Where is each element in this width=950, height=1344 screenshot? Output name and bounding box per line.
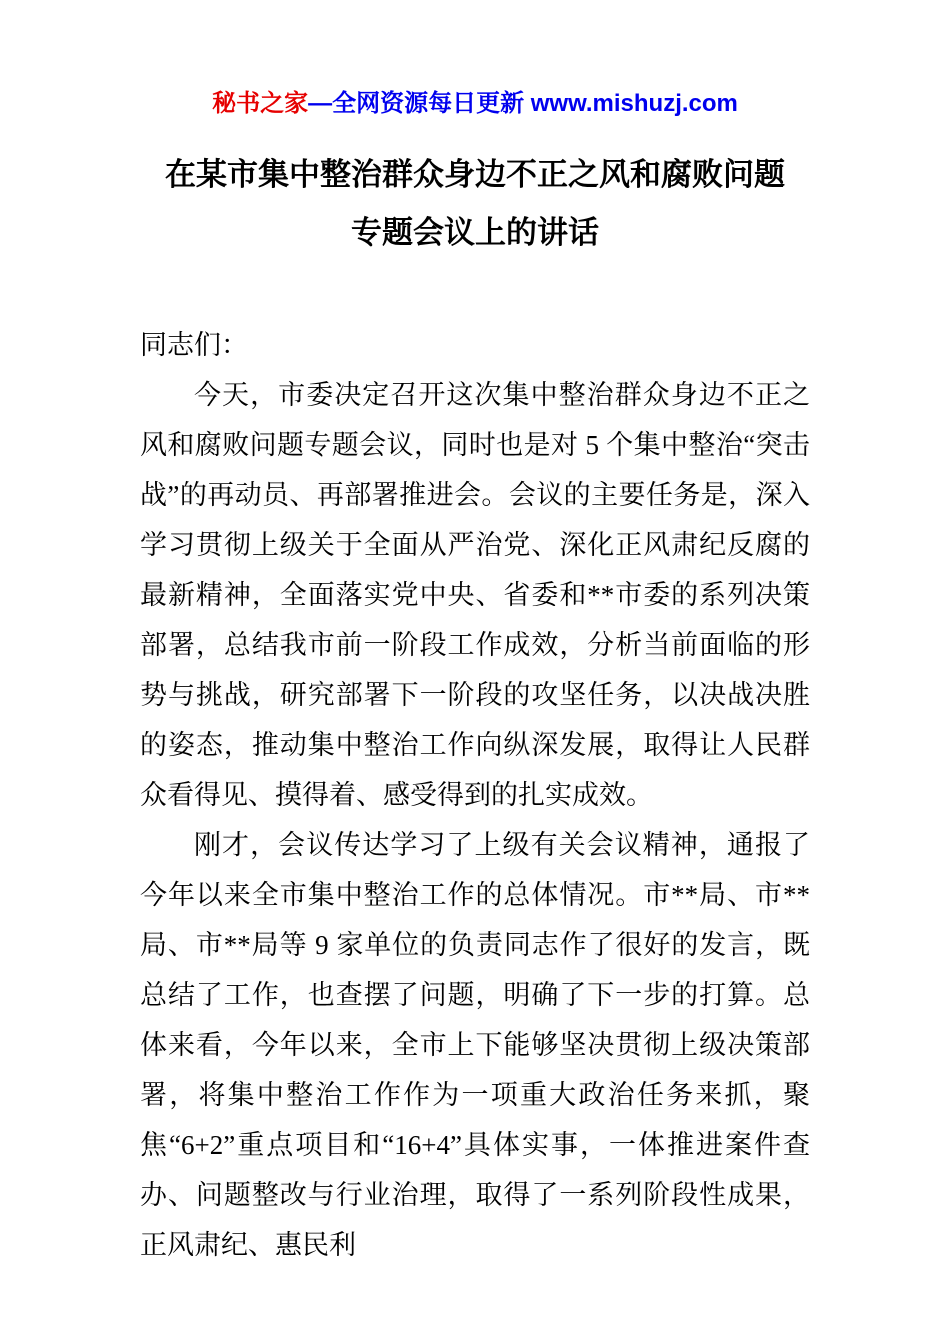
site-brand: 秘书之家 [212, 90, 309, 117]
site-header [140, 88, 810, 120]
document-title [140, 146, 810, 262]
paragraph-2: 刚才，会议传达学习了上级有关会议精神，通报了今年以来全市集中整治工作的总体情况。市**局、市**局、市**局等 9 家单位的负责同志作了很好的发言，既总结了工作，也查摆了问题，明确了下一步的打算。总体来看，今年以来，全市上下能够坚决贯彻上级决策部署，将集中整治工作作为一项重大政治任务来抓，聚焦“6+2”重点项目和“16+4”具体实事，一体推进案件查办、问题整改与行业治理，取得了一系列阶段性成果，正风肃纪、惠民利 [140, 830, 810, 1260]
paragraph-1: 今天，市委决定召开这次集中整治群众身边不正之风和腐败问题专题会议，同时也是对 5 个集中整治“突击战”的再动员、再部署推进会。会议的主要任务是，深入学习贯彻上级关于全面从严治党、深化正风肃纪反腐的最新精神，全面落实党中央、省委和**市委的系列决策部署，总结我市前一阶段工作成效，分析当前面临的形势与挑战，研究部署下一阶段的攻坚任务，以决战决胜的姿态，推动集中整治工作向纵深发展，取得让人民群众看得见、摸得着、感受得到的扎实成效。 [140, 380, 810, 810]
site-tagline: —全网资源每日更新 www.mishuzj.com [308, 90, 738, 117]
salutation: 同志们： [140, 330, 248, 360]
document-title-line2: 专题会议上的讲话 [351, 215, 599, 250]
document-title-line1: 在某市集中整治群众身边不正之风和腐败问题 [165, 157, 785, 192]
document-body [140, 320, 810, 1270]
